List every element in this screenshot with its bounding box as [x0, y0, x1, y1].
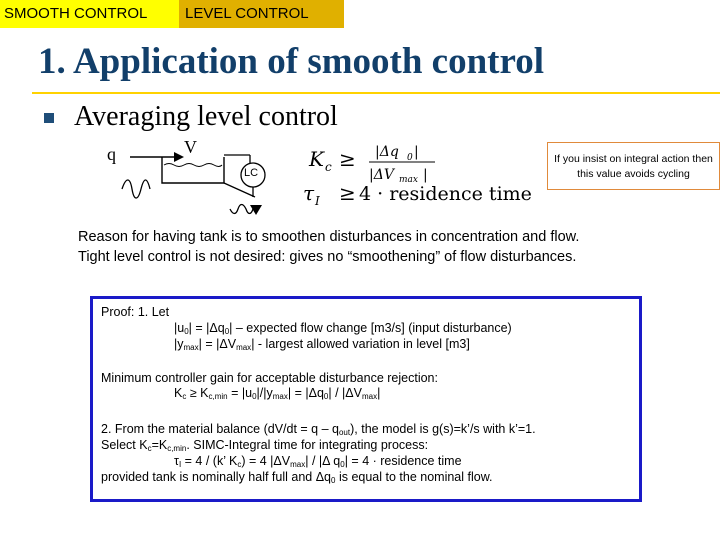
formula-kc: K	[309, 147, 324, 171]
tab-smooth-control[interactable]: SMOOTH CONTROL	[0, 0, 179, 28]
proof-box	[90, 296, 642, 502]
svg-text:|: |	[414, 144, 419, 160]
note-text: If you insist on integral action then this value avoids cycling	[554, 153, 713, 180]
outflow-arrow-icon	[250, 205, 262, 215]
title-divider	[32, 92, 720, 94]
svg-text:c: c	[325, 160, 332, 174]
proof-line-4: Minimum controller gain for acceptable disturbance rejection:	[101, 371, 438, 385]
outflow-wave-icon	[230, 205, 253, 214]
proof-line-6: 2. From the material balance $(dV/dt = q - q_{out})$, the model is g(s)=k’/s with k’=1.	[101, 422, 536, 437]
note-box	[547, 142, 720, 190]
page-title: 1. Application of smooth control	[38, 41, 545, 82]
level-control-sketch	[100, 135, 300, 225]
proof-line-5: $K_c \ge K_{c,min} = |u_0|/|y_{max}| = |\Delta q_0| / |\Delta V_{max}|$	[174, 386, 381, 401]
svg-text:|: |	[423, 167, 428, 183]
proof-line-9: provided tank is nominally half full and $\Delta q_0$ is equal to the nominal flow.	[101, 470, 493, 485]
reason-text	[78, 227, 579, 267]
proof-line-7: Select $K_c=K_{c,min}$. SIMC-Integral time for integrating process:	[101, 438, 429, 453]
tuning-formula	[303, 138, 538, 208]
flow-label-q: q	[107, 144, 116, 164]
svg-text:I: I	[315, 194, 320, 208]
tab-bar	[0, 0, 344, 28]
proof-line-3: $|y_{max}| = |\Delta V_{max}|$ - largest allowed variation in level [m3]	[174, 337, 470, 352]
proof-line-2: $|u_0| = |\Delta q_0|$ – expected flow change [m3/s] (input disturbance)	[174, 321, 512, 336]
formula-geq-2: ≥	[339, 181, 356, 205]
formula-tau: τ	[303, 181, 315, 205]
inflow-arrow-icon	[174, 152, 184, 162]
svg-text:max: max	[399, 175, 418, 185]
formula-rhs: 4 · residence time	[359, 183, 532, 205]
inflow-wave-icon	[122, 180, 150, 198]
bullet-text: Averaging level control	[74, 101, 338, 132]
proof-line-1: Proof: 1. Let	[101, 305, 170, 319]
reason-line-2: Tight level control is not desired: gives no “smoothening” of flow disturbances.	[78, 249, 577, 265]
formula-denominator: |ΔV	[369, 167, 394, 183]
svg-text:0: 0	[407, 153, 413, 163]
reason-line-1: Reason for having tank is to smoothen disturbances in concentration and flow.	[78, 229, 580, 245]
formula-geq: ≥	[339, 147, 356, 171]
proof-line-8: $\tau_I = 4 / (k$’ $K_c) = 4$ $|\Delta V_{max}| / |\Delta$ $q_0| = 4$ · residence time	[174, 454, 462, 469]
tank-icon	[162, 157, 224, 183]
bullet-icon	[44, 113, 54, 123]
volume-label-v: V	[184, 137, 197, 157]
tab-level-control[interactable]: LEVEL CONTROL	[179, 0, 344, 28]
controller-label-lc: LC	[244, 167, 259, 179]
formula-numerator: |Δq	[375, 144, 399, 160]
